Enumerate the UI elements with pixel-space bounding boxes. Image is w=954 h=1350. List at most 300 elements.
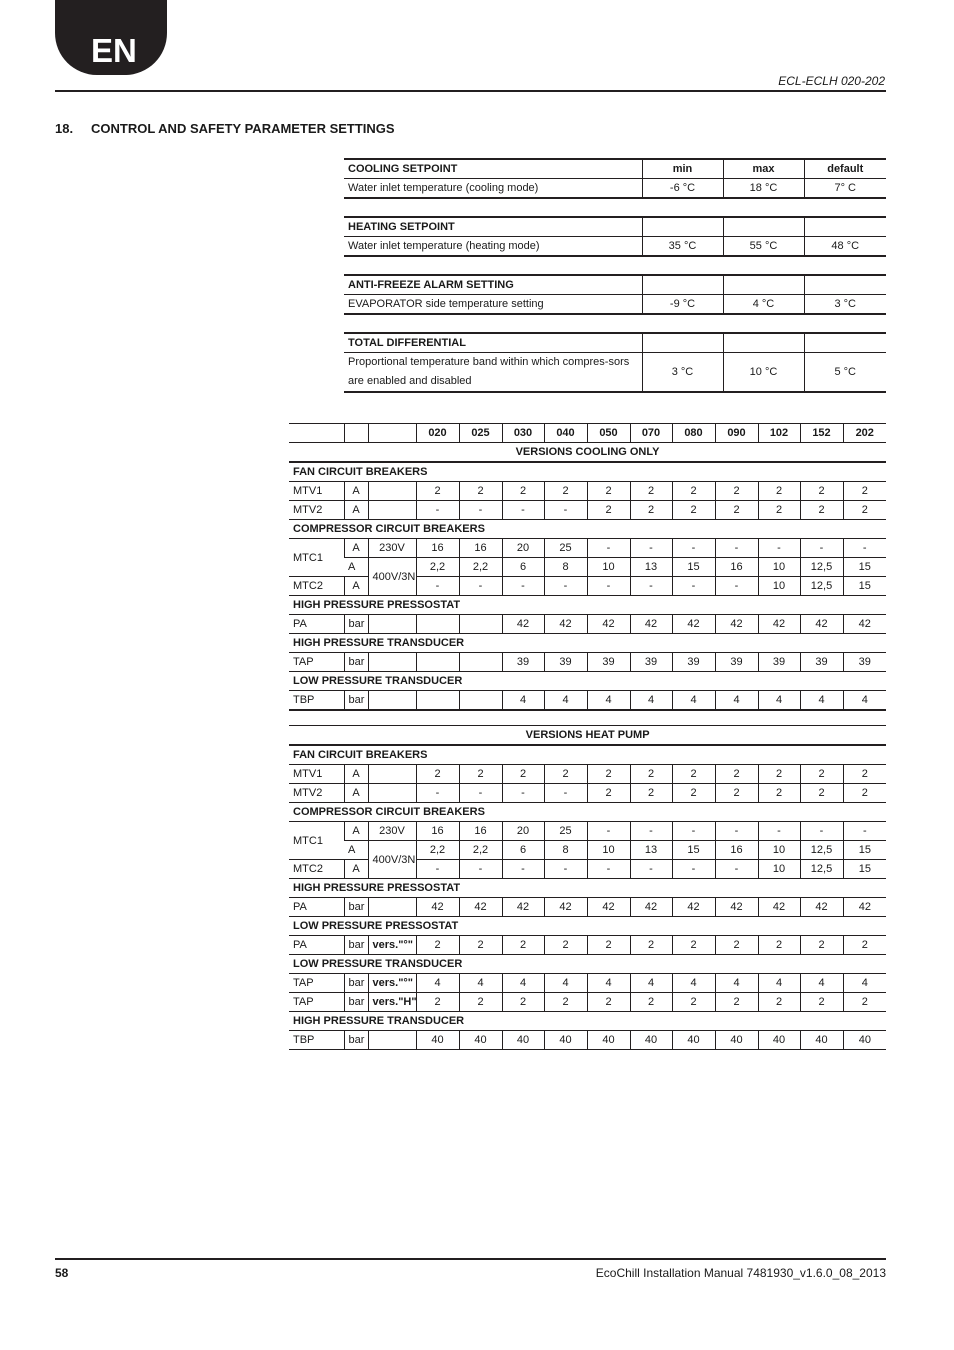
value-cell: - [630, 822, 672, 841]
value-cell: 40 [800, 1031, 843, 1050]
value-cell: - [502, 501, 544, 520]
value-cell: 2 [758, 501, 800, 520]
value-cell: - [502, 577, 544, 596]
value-cell: 2,2 [416, 558, 459, 577]
heat-pump-table [289, 725, 886, 1050]
value-cell: 12,5 [800, 577, 843, 596]
value-cell: 4 [630, 974, 672, 993]
version-title-row [289, 443, 886, 463]
setting-label: Water inlet temperature (cooling mode) [344, 179, 642, 199]
value-cell: 2 [672, 993, 715, 1012]
value-cell: - [587, 822, 630, 841]
row-unit: bar [344, 1031, 368, 1050]
value-cell: 2 [672, 936, 715, 955]
value-cell: 40 [587, 1031, 630, 1050]
value-cell [459, 691, 502, 711]
value-cell: 2 [800, 993, 843, 1012]
model-code: 080 [672, 424, 715, 443]
group-title: FAN CIRCUIT BREAKERS [289, 462, 886, 482]
model-code: 102 [758, 424, 800, 443]
value-cell: 39 [800, 653, 843, 672]
value-cell: 16 [416, 539, 459, 558]
value-cell: - [587, 539, 630, 558]
value-cell: 42 [587, 898, 630, 917]
value-cell: 4 [502, 691, 544, 711]
bottom-divider [55, 1258, 886, 1260]
group-title: LOW PRESSURE TRANSDUCER [289, 672, 886, 691]
row-version [368, 765, 416, 784]
value-cell: 2 [843, 501, 886, 520]
value-cell: 16 [715, 841, 758, 860]
value-cell: 2 [587, 482, 630, 501]
value-cell: 2 [630, 936, 672, 955]
value-cell: 42 [715, 898, 758, 917]
value-cell: 12,5 [800, 558, 843, 577]
value-cell: - [544, 501, 587, 520]
row-version [368, 482, 416, 501]
value-cell: - [416, 784, 459, 803]
setting-min: 3 °C [642, 353, 723, 393]
section-number: 18. [55, 121, 74, 136]
value-cell: 2 [416, 936, 459, 955]
value-cell: 12,5 [800, 860, 843, 879]
value-cell: 25 [544, 539, 587, 558]
value-cell: 2 [800, 765, 843, 784]
group-title: HIGH PRESSURE PRESSOSTAT [289, 879, 886, 898]
value-cell: 2 [800, 501, 843, 520]
value-cell: 2 [587, 993, 630, 1012]
language-code: EN [91, 32, 137, 69]
group-title: COMPRESSOR CIRCUIT BREAKERS [289, 520, 886, 539]
table-row [289, 539, 886, 558]
value-cell: 39 [758, 653, 800, 672]
row-voltage: 230V [368, 539, 416, 558]
cooling-only-table [289, 423, 886, 711]
value-cell: 40 [544, 1031, 587, 1050]
setting-max: 18 °C [723, 179, 804, 199]
row-version: vers."°" [368, 936, 416, 955]
value-cell: - [630, 860, 672, 879]
value-cell: 2 [630, 501, 672, 520]
setting-max: 55 °C [723, 237, 804, 257]
value-cell: 2,2 [459, 841, 502, 860]
section-heading: CONTROL AND SAFETY PARAMETER SETTINGS [91, 121, 395, 136]
value-cell: 2 [843, 765, 886, 784]
settings-group-header [344, 333, 886, 353]
row-unit: bar [344, 936, 368, 955]
table-row [289, 501, 886, 520]
value-cell: 42 [544, 898, 587, 917]
value-cell: - [459, 860, 502, 879]
table-row [289, 558, 886, 577]
row-version [368, 898, 416, 917]
value-cell: - [672, 539, 715, 558]
model-code: 070 [630, 424, 672, 443]
value-cell: 2 [416, 482, 459, 501]
value-cell: 10 [758, 577, 800, 596]
model-code: 025 [459, 424, 502, 443]
value-cell: 39 [843, 653, 886, 672]
value-cell: 4 [544, 691, 587, 711]
value-cell: 2 [715, 993, 758, 1012]
group-title: HIGH PRESSURE TRANSDUCER [289, 634, 886, 653]
value-cell: 2 [459, 936, 502, 955]
value-cell: 4 [758, 974, 800, 993]
value-cell: - [630, 539, 672, 558]
value-cell: 2 [459, 765, 502, 784]
settings-group-header [344, 217, 886, 237]
value-cell: - [715, 860, 758, 879]
value-cell: 42 [459, 898, 502, 917]
value-cell: - [459, 784, 502, 803]
model-code: 202 [843, 424, 886, 443]
value-cell: 2 [758, 784, 800, 803]
value-cell: 2 [843, 784, 886, 803]
value-cell: - [416, 577, 459, 596]
setting-label: Water inlet temperature (heating mode) [344, 237, 642, 257]
table-row [289, 974, 886, 993]
value-cell: 2 [758, 936, 800, 955]
footer-title: EcoChill Installation Manual 7481930_v1.6.0_08_2013 [595, 1266, 886, 1280]
group-title: LOW PRESSURE PRESSOSTAT [289, 917, 886, 936]
value-cell: 42 [416, 898, 459, 917]
value-cell: 4 [758, 691, 800, 711]
page-number: 58 [55, 1266, 69, 1280]
column-default: default [804, 159, 886, 179]
row-label: MTV1 [289, 765, 344, 784]
value-cell: 2 [672, 482, 715, 501]
value-cell: 42 [587, 615, 630, 634]
value-cell: - [416, 501, 459, 520]
row-unit: A [344, 482, 368, 501]
value-cell: - [672, 860, 715, 879]
row-unit: A [344, 765, 368, 784]
value-cell: 2 [715, 784, 758, 803]
table-row [289, 993, 886, 1012]
row-version [368, 615, 416, 634]
row-unit: A [344, 822, 368, 841]
value-cell: 42 [502, 615, 544, 634]
value-cell: - [715, 539, 758, 558]
row-unit: bar [344, 993, 368, 1012]
row-label: MTC2 [289, 860, 344, 879]
table-row [289, 822, 886, 841]
value-cell [416, 615, 459, 634]
value-cell: 40 [502, 1031, 544, 1050]
row-label: PA [289, 615, 344, 634]
value-cell: - [587, 577, 630, 596]
row-label: MTV2 [289, 501, 344, 520]
row-label: MTC1 [289, 539, 344, 577]
value-cell: 42 [502, 898, 544, 917]
value-cell: 20 [502, 822, 544, 841]
settings-row [344, 237, 886, 257]
row-unit: A [344, 501, 368, 520]
value-cell: 2 [459, 482, 502, 501]
value-cell: 2 [800, 936, 843, 955]
value-cell: 2,2 [459, 558, 502, 577]
value-cell: 2 [502, 936, 544, 955]
value-cell: 4 [587, 691, 630, 711]
model-code: 030 [502, 424, 544, 443]
table-row [289, 898, 886, 917]
value-cell: - [843, 539, 886, 558]
value-cell: 2 [800, 784, 843, 803]
value-cell: 15 [843, 841, 886, 860]
model-code: 050 [587, 424, 630, 443]
row-label: PA [289, 898, 344, 917]
group-title: TOTAL DIFFERENTIAL [344, 333, 642, 353]
value-cell [459, 615, 502, 634]
value-cell: 42 [843, 898, 886, 917]
value-cell: 8 [544, 841, 587, 860]
row-label: TAP [289, 974, 344, 993]
value-cell: 42 [630, 615, 672, 634]
group-title: COMPRESSOR CIRCUIT BREAKERS [289, 803, 886, 822]
value-cell: - [715, 822, 758, 841]
row-voltage: 230V [368, 822, 416, 841]
settings-row [344, 179, 886, 199]
row-label: MTC2 [289, 577, 344, 596]
row-version [368, 784, 416, 803]
row-label: TAP [289, 993, 344, 1012]
value-cell: 2 [587, 765, 630, 784]
model-code: 020 [416, 424, 459, 443]
settings-row [344, 295, 886, 315]
value-cell: 2 [544, 765, 587, 784]
row-version [368, 1031, 416, 1050]
value-cell: - [544, 860, 587, 879]
value-cell: 40 [459, 1031, 502, 1050]
column-max: max [723, 159, 804, 179]
value-cell: - [800, 539, 843, 558]
table-row [289, 936, 886, 955]
row-version: vers."H" [368, 993, 416, 1012]
row-unit: A [344, 558, 368, 577]
language-tab [55, 0, 167, 75]
row-voltage: 400V/3N [368, 558, 416, 596]
value-cell: - [758, 539, 800, 558]
row-unit: bar [344, 691, 368, 711]
value-cell: 2 [672, 784, 715, 803]
model-code: 090 [715, 424, 758, 443]
value-cell: 2 [459, 993, 502, 1012]
value-cell: 2,2 [416, 841, 459, 860]
setting-label: Proportional temperature band within which compres-sors are enabled and disabled [344, 353, 642, 393]
value-cell: 2 [800, 482, 843, 501]
value-cell: - [758, 822, 800, 841]
value-cell: 39 [587, 653, 630, 672]
setting-default: 3 °C [804, 295, 886, 315]
value-cell: 4 [715, 691, 758, 711]
value-cell: 40 [630, 1031, 672, 1050]
value-cell: 4 [843, 691, 886, 711]
value-cell: 40 [416, 1031, 459, 1050]
row-unit: A [344, 860, 368, 879]
value-cell: 40 [672, 1031, 715, 1050]
row-unit: A [344, 841, 368, 860]
value-cell: 12,5 [800, 841, 843, 860]
row-unit: bar [344, 898, 368, 917]
model-code: 152 [800, 424, 843, 443]
version-title: VERSIONS HEAT PUMP [289, 726, 886, 746]
value-cell: - [587, 860, 630, 879]
value-cell [459, 653, 502, 672]
table-row [289, 615, 886, 634]
value-cell: 10 [758, 841, 800, 860]
value-cell: 2 [502, 482, 544, 501]
group-title: HIGH PRESSURE PRESSOSTAT [289, 596, 886, 615]
value-cell: 4 [672, 691, 715, 711]
value-cell: 2 [587, 784, 630, 803]
value-cell: 2 [587, 501, 630, 520]
value-cell: 39 [715, 653, 758, 672]
value-cell: 6 [502, 841, 544, 860]
row-version: vers."°" [368, 974, 416, 993]
row-label: TAP [289, 653, 344, 672]
version-title-row [289, 726, 886, 746]
setting-min: 35 °C [642, 237, 723, 257]
value-cell: 2 [544, 936, 587, 955]
value-cell: 16 [459, 822, 502, 841]
version-title: VERSIONS COOLING ONLY [289, 443, 886, 463]
section-title [55, 121, 395, 136]
value-cell: 2 [544, 993, 587, 1012]
value-cell: - [502, 784, 544, 803]
value-cell: 15 [843, 558, 886, 577]
setting-min: -6 °C [642, 179, 723, 199]
table-row [289, 482, 886, 501]
value-cell: 2 [587, 936, 630, 955]
value-cell: 20 [502, 539, 544, 558]
setting-default: 5 °C [804, 353, 886, 393]
value-cell: 4 [672, 974, 715, 993]
value-cell: 39 [502, 653, 544, 672]
value-cell: 25 [544, 822, 587, 841]
row-label: MTV2 [289, 784, 344, 803]
row-label: MTV1 [289, 482, 344, 501]
value-cell: 4 [587, 974, 630, 993]
value-cell: 4 [502, 974, 544, 993]
value-cell: 2 [715, 501, 758, 520]
row-unit: bar [344, 615, 368, 634]
value-cell: 2 [758, 482, 800, 501]
row-label: PA [289, 936, 344, 955]
value-cell: 4 [459, 974, 502, 993]
setting-max: 4 °C [723, 295, 804, 315]
value-cell: 2 [715, 765, 758, 784]
value-cell: 15 [672, 558, 715, 577]
value-cell: 16 [416, 822, 459, 841]
row-label: TBP [289, 1031, 344, 1050]
row-unit: A [344, 784, 368, 803]
value-cell: 16 [459, 539, 502, 558]
value-cell: - [672, 822, 715, 841]
row-label: TBP [289, 691, 344, 711]
model-code: 040 [544, 424, 587, 443]
value-cell: 39 [630, 653, 672, 672]
value-cell: 4 [416, 974, 459, 993]
value-cell: 2 [758, 993, 800, 1012]
value-cell: 2 [672, 501, 715, 520]
group-title: HEATING SETPOINT [344, 217, 642, 237]
value-cell: 2 [630, 993, 672, 1012]
model-header-row [289, 424, 886, 443]
row-unit: bar [344, 653, 368, 672]
table-row [289, 691, 886, 711]
value-cell: - [672, 577, 715, 596]
setting-label: EVAPORATOR side temperature setting [344, 295, 642, 315]
value-cell: 42 [758, 615, 800, 634]
value-cell: 42 [715, 615, 758, 634]
value-cell: 13 [630, 558, 672, 577]
settings-row [344, 353, 886, 393]
value-cell: 2 [715, 936, 758, 955]
value-cell: 2 [544, 482, 587, 501]
row-unit: bar [344, 974, 368, 993]
value-cell: - [459, 501, 502, 520]
value-cell: 8 [544, 558, 587, 577]
value-cell: - [502, 860, 544, 879]
value-cell: 40 [758, 1031, 800, 1050]
row-version [368, 653, 416, 672]
value-cell: 2 [416, 993, 459, 1012]
value-cell: 2 [630, 482, 672, 501]
value-cell: 4 [800, 691, 843, 711]
value-cell: 10 [587, 841, 630, 860]
value-cell: 16 [715, 558, 758, 577]
value-cell: 15 [843, 860, 886, 879]
group-title: FAN CIRCUIT BREAKERS [289, 745, 886, 765]
value-cell [416, 653, 459, 672]
group-title: ANTI-FREEZE ALARM SETTING [344, 275, 642, 295]
value-cell: - [459, 577, 502, 596]
value-cell: 15 [672, 841, 715, 860]
value-cell: - [416, 860, 459, 879]
value-cell: - [544, 577, 587, 596]
value-cell: 4 [630, 691, 672, 711]
value-cell: 42 [843, 615, 886, 634]
group-title: HIGH PRESSURE TRANSDUCER [289, 1012, 886, 1031]
value-cell: 2 [502, 993, 544, 1012]
value-cell: 40 [843, 1031, 886, 1050]
table-row [289, 1031, 886, 1050]
value-cell: 4 [800, 974, 843, 993]
value-cell: - [630, 577, 672, 596]
parameter-settings-table [344, 158, 886, 393]
value-cell: 42 [758, 898, 800, 917]
group-title: COOLING SETPOINT [344, 159, 642, 179]
value-cell: 6 [502, 558, 544, 577]
table-row [289, 653, 886, 672]
row-voltage: 400V/3N [368, 841, 416, 879]
value-cell: 13 [630, 841, 672, 860]
document-code: ECL-ECLH 020-202 [778, 74, 885, 88]
value-cell: 2 [672, 765, 715, 784]
value-cell: 2 [843, 482, 886, 501]
column-min: min [642, 159, 723, 179]
value-cell: 42 [800, 898, 843, 917]
value-cell: - [843, 822, 886, 841]
value-cell: 2 [502, 765, 544, 784]
top-divider [55, 90, 886, 92]
value-cell: 42 [800, 615, 843, 634]
value-cell: - [544, 784, 587, 803]
value-cell: 4 [715, 974, 758, 993]
table-row [289, 841, 886, 860]
value-cell: 2 [630, 784, 672, 803]
row-version [368, 691, 416, 711]
